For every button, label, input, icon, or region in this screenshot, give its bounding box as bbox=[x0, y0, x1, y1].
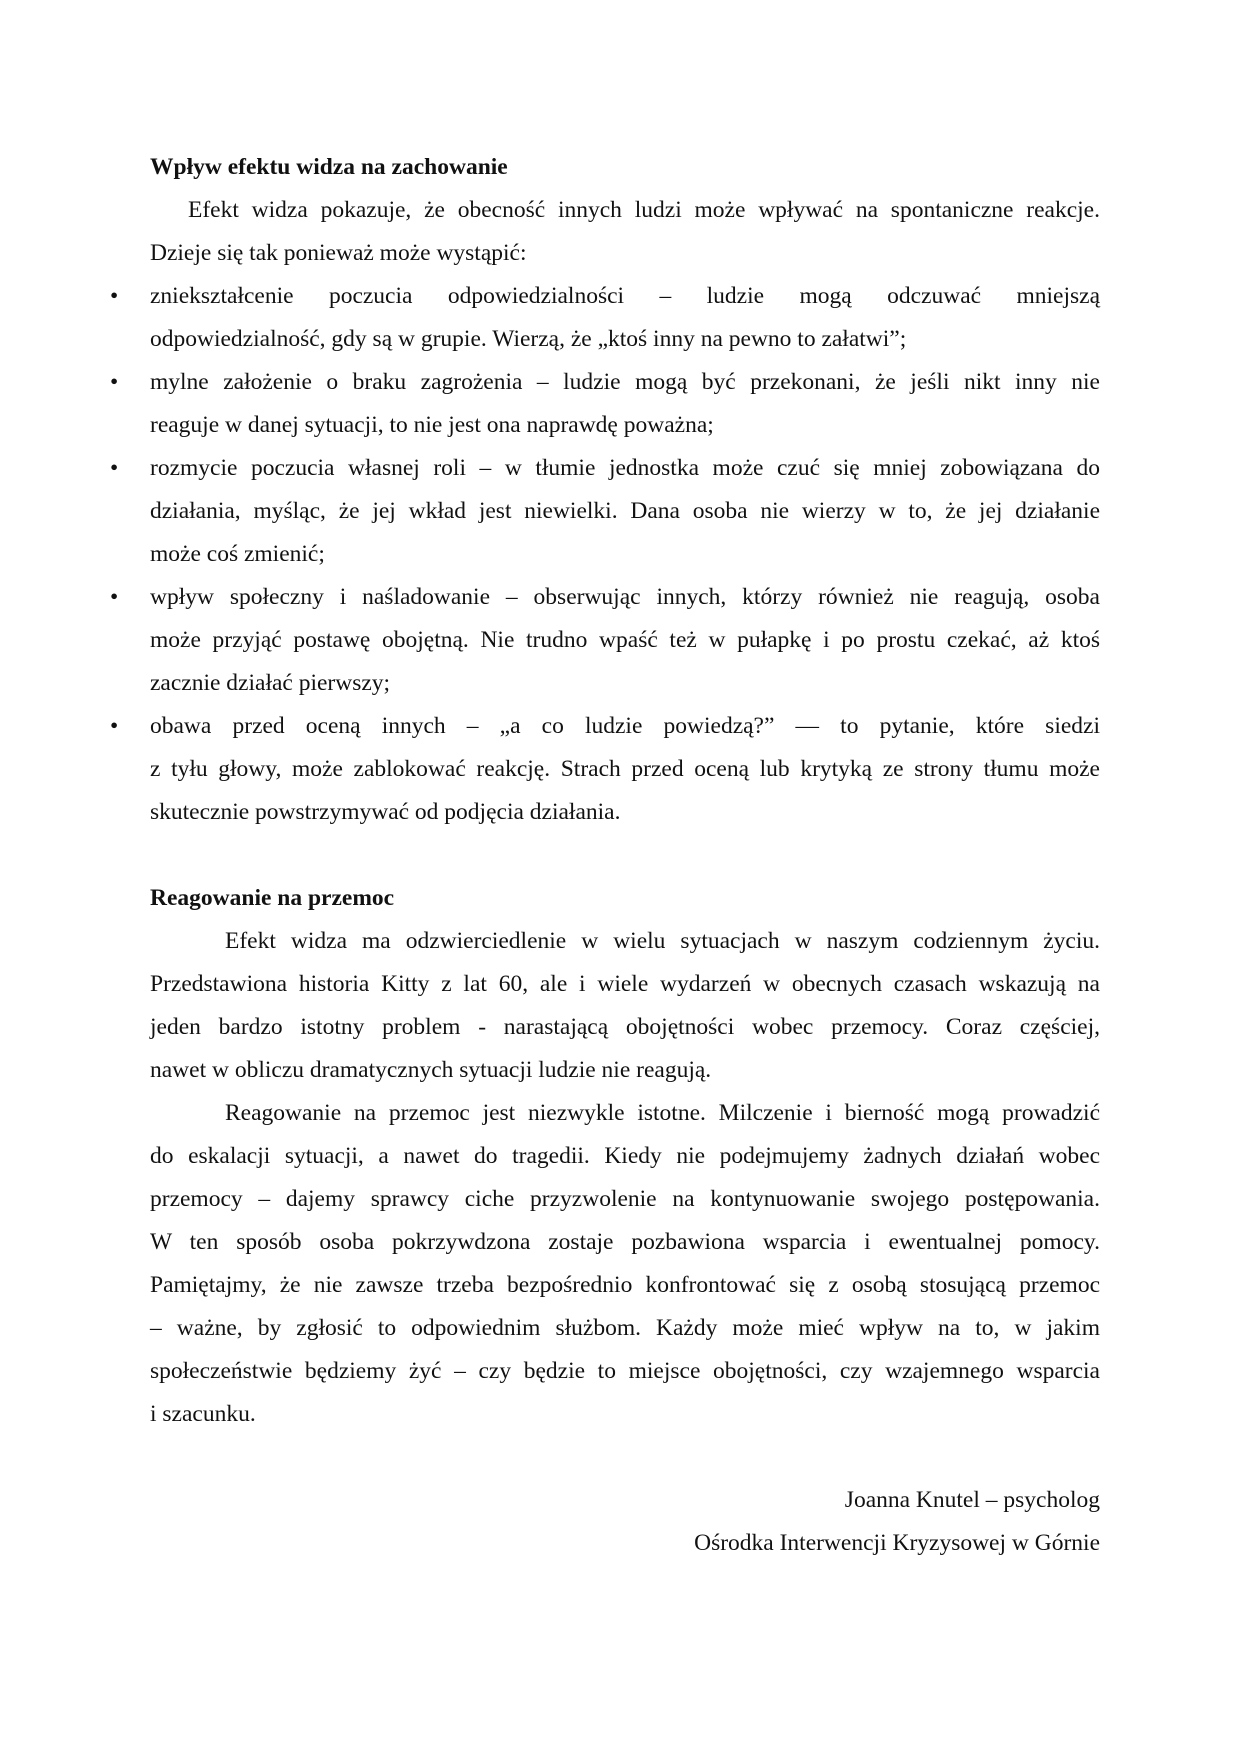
bullet-icon: • bbox=[110, 369, 119, 395]
bullet-item-line: skutecznie powstrzymywać od podjęcia działania. bbox=[150, 799, 621, 825]
bullet-text: mylne założenie o braku zagrożenia – ludzie mogą być przekonani, że jeśli nikt inny nie bbox=[150, 369, 1100, 395]
paragraph-line: przemocy – dajemy sprawcy ciche przyzwolenie na kontynuowanie swojego postępowania. bbox=[150, 1186, 1100, 1212]
paragraph-line: jeden bardzo istotny problem - narastającą obojętności wobec przemocy. Coraz częściej, bbox=[150, 1014, 1100, 1040]
bullet-item-line: może coś zmienić; bbox=[150, 541, 325, 567]
signature-organization: Ośrodka Interwencji Kryzysowej w Górnie bbox=[694, 1530, 1100, 1556]
bullet-icon: • bbox=[110, 455, 119, 481]
bullet-text: wpływ społeczny i naśladowanie – obserwując innych, którzy również nie reagują, osoba bbox=[150, 584, 1100, 610]
paragraph-line: Pamiętajmy, że nie zawsze trzeba bezpośrednio konfrontować się z osobą stosującą przemoc bbox=[150, 1272, 1100, 1298]
signature-spacer bbox=[150, 1436, 1100, 1479]
bullet-text: rozmycie poczucia własnej roli – w tłumie jednostka może czuć się mniej zobowiązana do bbox=[150, 455, 1100, 481]
bullet-item-line: reaguje w danej sytuacji, to nie jest ona naprawdę poważna; bbox=[150, 412, 714, 438]
bullet-item-line bbox=[110, 705, 1100, 748]
paragraph-line: Efekt widza ma odzwierciedlenie w wielu sytuacjach w naszym codziennym życiu. bbox=[225, 928, 1100, 954]
paragraph-line: do eskalacji sytuacji, a nawet do tragedii. Kiedy nie podejmujemy żadnych działań wobec bbox=[150, 1143, 1100, 1169]
section-heading-bystander-effect: Wpływ efektu widza na zachowanie bbox=[150, 154, 508, 180]
section-spacer bbox=[150, 834, 1100, 877]
bullet-text: zniekształcenie poczucia odpowiedzialności – ludzie mogą odczuwać mniejszą bbox=[150, 283, 1100, 309]
bullet-item-line: z tyłu głowy, może zablokować reakcję. Strach przed oceną lub krytyką ze strony tłumu może bbox=[150, 756, 1100, 782]
bullet-item-line bbox=[110, 275, 1100, 318]
bullet-item-line bbox=[110, 576, 1100, 619]
paragraph-line: i szacunku. bbox=[150, 1401, 256, 1427]
bullet-icon: • bbox=[110, 283, 119, 309]
paragraph-line: nawet w obliczu dramatycznych sytuacji ludzie nie reagują. bbox=[150, 1057, 712, 1083]
bullet-item-line bbox=[110, 447, 1100, 490]
bullet-item-line: odpowiedzialność, gdy są w grupie. Wierzą, że „ktoś inny na pewno to załatwi”; bbox=[150, 326, 907, 352]
paragraph-line: społeczeństwie będziemy żyć – czy będzie to miejsce obojętności, czy wzajemnego wsparcia bbox=[150, 1358, 1100, 1384]
bullet-text: obawa przed oceną innych – „a co ludzie powiedzą?” — to pytanie, które siedzi bbox=[150, 713, 1100, 739]
paragraph-line: W ten sposób osoba pokrzywdzona zostaje pozbawiona wsparcia i ewentualnej pomocy. bbox=[150, 1229, 1100, 1255]
section-heading-reacting-to-violence: Reagowanie na przemoc bbox=[150, 885, 395, 911]
bullet-item-line bbox=[110, 361, 1100, 404]
signature-author: Joanna Knutel – psycholog bbox=[844, 1487, 1100, 1513]
document-page bbox=[110, 146, 1100, 1565]
paragraph-line: Przedstawiona historia Kitty z lat 60, ale i wiele wydarzeń w obecnych czasach wskazują na bbox=[150, 971, 1100, 997]
paragraph-line: Reagowanie na przemoc jest niezwykle istotne. Milczenie i bierność mogą prowadzić bbox=[225, 1100, 1100, 1126]
bullet-icon: • bbox=[110, 713, 119, 739]
paragraph-line: – ważne, by zgłosić to odpowiednim służbom. Każdy może mieć wpływ na to, w jakim bbox=[150, 1315, 1100, 1341]
bullet-item-line: zacznie działać pierwszy; bbox=[150, 670, 391, 696]
bullet-item-line: może przyjąć postawę obojętną. Nie trudno wpaść też w pułapkę i po prostu czekać, aż ktoś bbox=[150, 627, 1100, 653]
bullet-item-line: działania, myśląc, że jej wkład jest niewielki. Dana osoba nie wierzy w to, że jej działanie bbox=[150, 498, 1100, 524]
paragraph-line: Efekt widza pokazuje, że obecność innych ludzi może wpływać na spontaniczne reakcje. bbox=[188, 197, 1100, 223]
bullet-icon: • bbox=[110, 584, 119, 610]
paragraph-line: Dzieje się tak ponieważ może wystąpić: bbox=[150, 240, 527, 266]
